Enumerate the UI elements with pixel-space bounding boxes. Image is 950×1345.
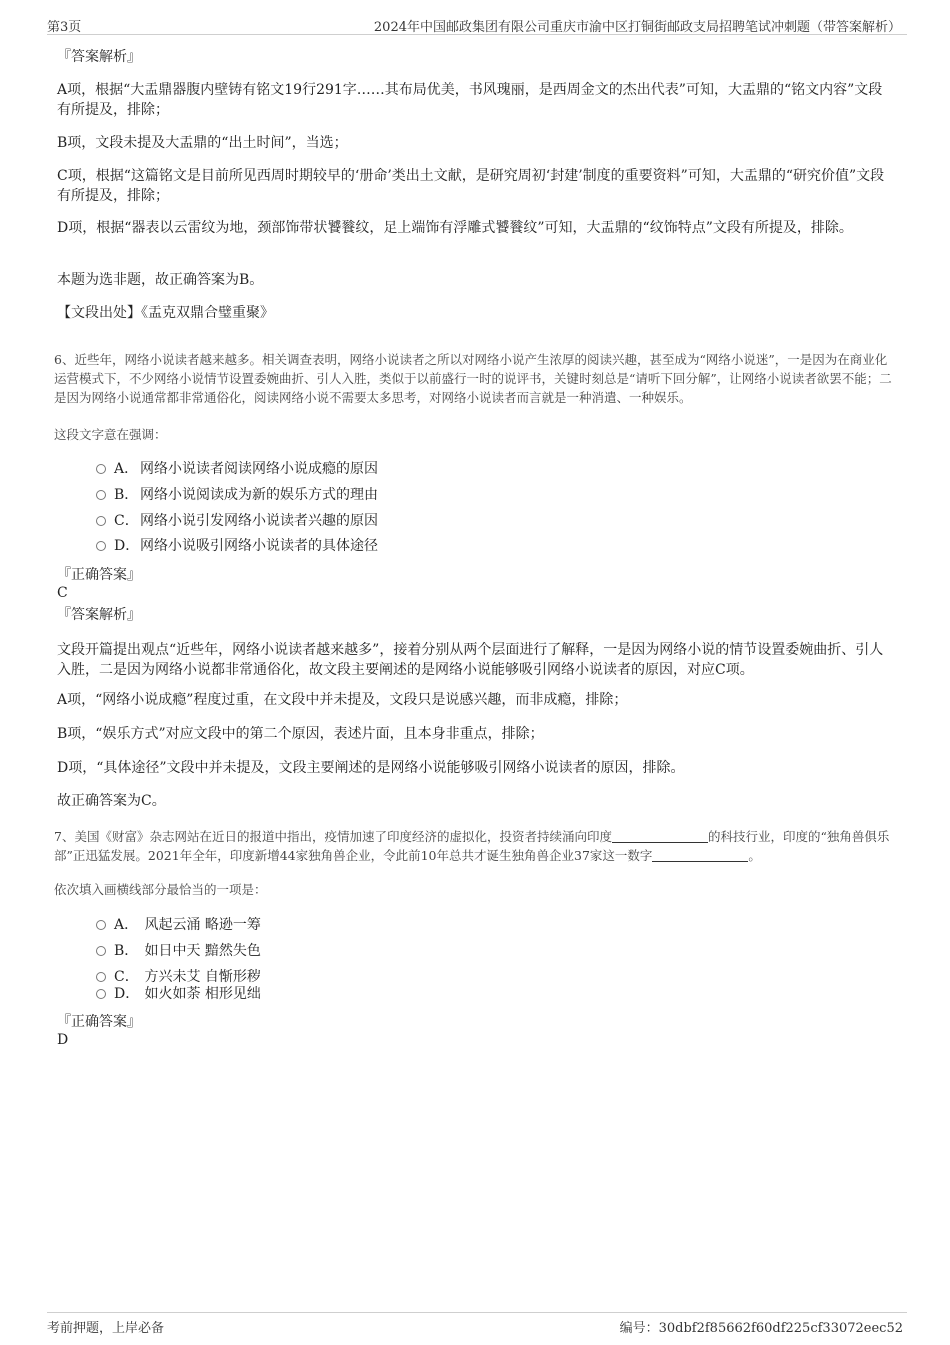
radio-icon[interactable] <box>96 464 106 474</box>
q7-stem <box>54 827 898 865</box>
fill-blank-1[interactable] <box>612 830 708 843</box>
radio-icon[interactable] <box>96 989 106 999</box>
q6-answer: C <box>57 585 68 601</box>
q6-stem: 6、近些年，网络小说读者越来越多。相关调查表明，网络小说读者之所以对网络小说产生浓厚的阅读兴趣，甚至成为“网络小说迷”，一是因为在商业化运营模式下，不少网络小说情节设置委婉曲折、引人入胜，类似于以前盛行一时的说评书，关键时刻总是“请听下回分解”，让网络小说读者欲罢不能；二是因为网络小说通常都非常通俗化，阅读网络小说不需要太多思考，对网络小说读者而言就是一种消遣、一种娱乐。 <box>54 352 892 405</box>
option-text: 方兴未艾 自惭形秽 <box>144 969 261 985</box>
q7-stem-part2: 的科技行业，印度的“独角兽俱乐部”正迅猛发展。2021年全年，印度新增44家独角兽企业，令此前10年总共才诞生独角兽企业37家这一数字 <box>54 829 890 863</box>
q5-source: 【文段出处】《盂克双鼎合璧重聚》 <box>57 305 274 321</box>
document-code: 编号：30dbf2f85662f60df225cf33072eec52 <box>619 1321 903 1336</box>
q6-option-c[interactable] <box>96 511 378 531</box>
option-key: C． <box>114 969 139 985</box>
radio-icon[interactable] <box>96 516 106 526</box>
option-key: C． <box>114 513 139 529</box>
q5-analysis-d: D项，根据“器表以云雷纹为地，颈部饰带状饕餮纹，足上端饰有浮雕式饕餮纹”可知，大盂鼎的“纹饰特点”文段有所提及，排除。 <box>57 220 853 236</box>
q6-analysis-b: B项，“娱乐方式”对应文段中的第二个原因，表述片面，且本身非重点，排除； <box>57 726 544 742</box>
radio-icon[interactable] <box>96 972 106 982</box>
q5-conclusion: 本题为选非题，故正确答案为B。 <box>57 272 264 288</box>
radio-icon[interactable] <box>96 920 106 930</box>
q7-answer-label: 『正确答案』 <box>57 1014 141 1030</box>
option-text: 如日中天 黯然失色 <box>144 943 261 959</box>
q6-option-b[interactable] <box>96 485 378 505</box>
q5-analysis-c: C项，根据“这篇铭文是目前所见西周时期较早的‘册命’类出土文献，是研究周初‘封建’制度的重要资料”可知，大盂鼎的“研究价值”文段有所提及，排除； <box>57 168 885 204</box>
q6-conclusion: 故正确答案为C。 <box>57 793 166 809</box>
page-footer <box>47 1312 907 1335</box>
option-key: B． <box>114 943 139 959</box>
q6-answer-label: 『正确答案』 <box>57 567 141 583</box>
option-key: A． <box>114 461 139 477</box>
q7-answer: D <box>57 1032 69 1048</box>
option-key: D． <box>114 986 140 1002</box>
q7-option-b[interactable] <box>96 941 261 961</box>
q6-option-a[interactable] <box>96 459 378 479</box>
q6-analysis: 文段开篇提出观点“近些年，网络小说读者越来越多”，接着分别从两个层面进行了解释，一是因为网络小说的情节设置委婉曲折、引人入胜，二是因为网络小说都非常通俗化，故文段主要阐述的是网络小说能够吸引网络小说读者的原因，对应C项。 <box>57 642 884 678</box>
page-number: 第3页 <box>47 20 82 35</box>
radio-icon[interactable] <box>96 490 106 500</box>
fill-blank-2[interactable] <box>652 849 748 862</box>
q6-option-d[interactable] <box>96 536 378 556</box>
option-text: 网络小说阅读成为新的娱乐方式的理由 <box>140 487 378 503</box>
q6-analysis-d: D项，“具体途径”文段中并未提及，文段主要阐述的是网络小说能够吸引网络小说读者的原因，排除。 <box>57 760 685 776</box>
q6-analysis-a: A项，“网络小说成瘾”程度过重，在文段中并未提及，文段只是说感兴趣，而非成瘾，排除； <box>57 692 628 708</box>
option-text: 风起云涌 略逊一筹 <box>144 917 261 933</box>
q5-analysis-a: A项，根据“大盂鼎器腹内壁铸有铭文19行291字……其布局优美，书风瑰丽，是西周金文的杰出代表”可知，大盂鼎的“铭文内容”文段有所提及，排除； <box>57 82 883 118</box>
option-key: D． <box>114 538 140 554</box>
q6-prompt: 这段文字意在强调： <box>54 427 167 442</box>
option-text: 网络小说引发网络小说读者兴趣的原因 <box>140 513 378 529</box>
radio-icon[interactable] <box>96 541 106 551</box>
option-key: A． <box>114 917 139 933</box>
q7-stem-part1: 7、美国《财富》杂志网站在近日的报道中指出，疫情加速了印度经济的虚拟化，投资者持续涌向印度 <box>54 829 612 844</box>
radio-icon[interactable] <box>96 946 106 956</box>
option-key: B． <box>114 487 139 503</box>
page-header <box>47 14 907 35</box>
option-text: 网络小说吸引网络小说读者的具体途径 <box>140 538 378 554</box>
q7-stem-part3: 。 <box>748 848 761 863</box>
footer-slogan: 考前押题，上岸必备 <box>47 1321 165 1336</box>
q6-analysis-label: 『答案解析』 <box>57 607 141 623</box>
option-text: 如火如荼 相形见绌 <box>144 986 261 1002</box>
option-text: 网络小说读者阅读网络小说成瘾的原因 <box>140 461 378 477</box>
q5-analysis-label: 『答案解析』 <box>57 49 141 65</box>
q7-prompt: 依次填入画横线部分最恰当的一项是： <box>54 882 267 897</box>
q7-option-d[interactable] <box>96 984 261 1004</box>
q5-analysis-b: B项，文段未提及大盂鼎的“出土时间”，当选； <box>57 135 348 151</box>
q7-option-a[interactable] <box>96 915 261 935</box>
document-title: 2024年中国邮政集团有限公司重庆市渝中区打铜街邮政支局招聘笔试冲刺题（带答案解析） <box>373 20 901 35</box>
